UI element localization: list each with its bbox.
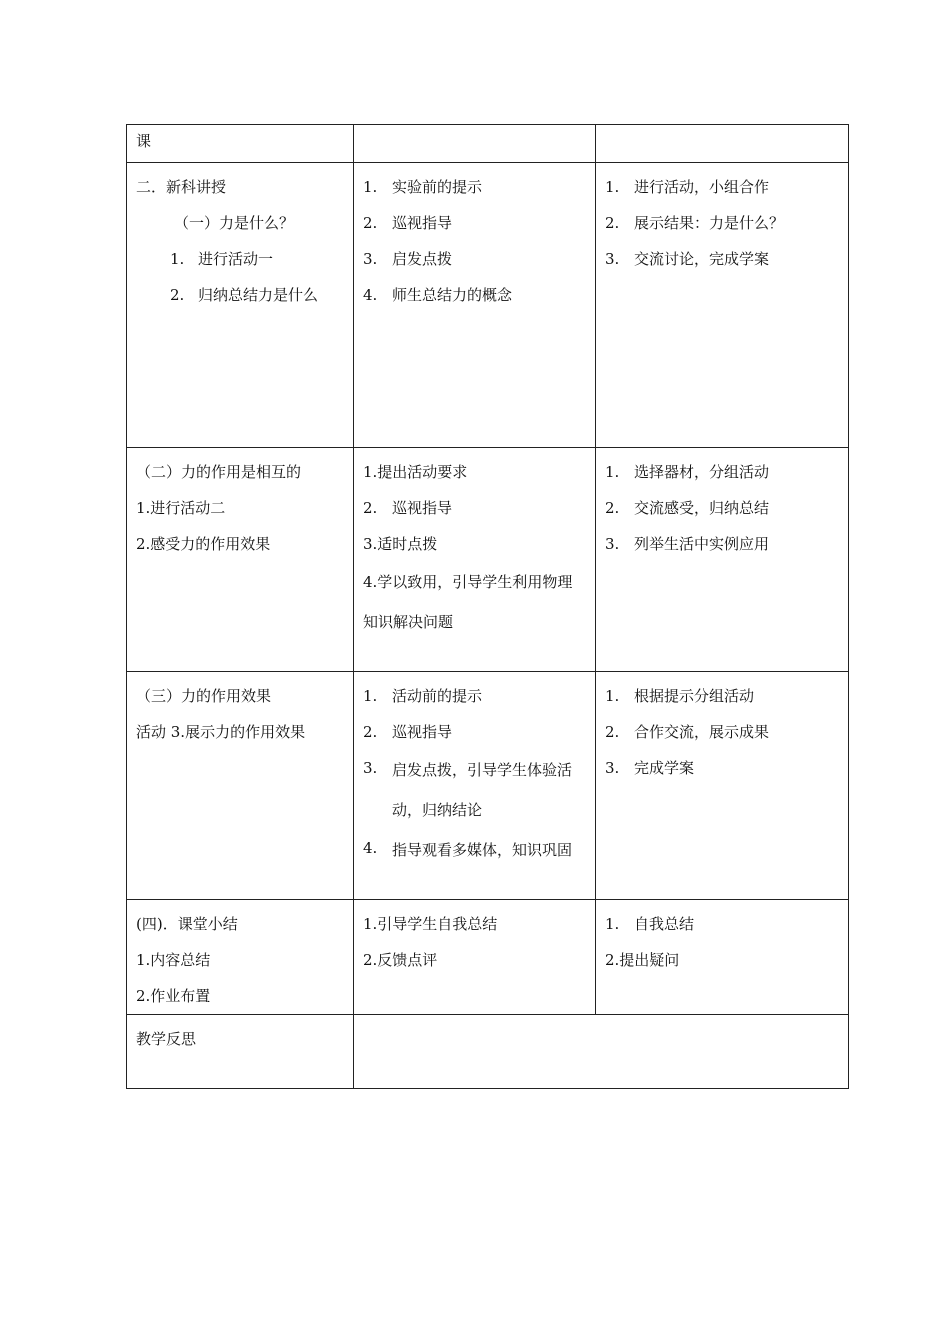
list-item: 2.作业布置 [136, 987, 211, 1005]
table-cell [127, 448, 354, 672]
table-row [127, 448, 849, 672]
item-text: 指导观看多媒体，知识巩固 [392, 841, 573, 859]
list-item [363, 830, 587, 870]
table-row [127, 125, 849, 163]
item-text: 师生总结力的概念 [392, 286, 513, 304]
subsection-heading: (四)．课堂小结 [136, 915, 238, 933]
item-number: 1. [605, 915, 620, 933]
list-item [605, 678, 840, 714]
list-item [363, 714, 587, 750]
item-number: 1. [605, 687, 620, 705]
item-text: 启发点拨，引导学生体验活动，归纳结论 [392, 761, 573, 819]
list-item [605, 526, 840, 562]
list-item: 3.适时点拨 [363, 535, 438, 553]
table-cell [354, 163, 596, 448]
table-cell [354, 900, 596, 1015]
item-number: 2. [170, 286, 185, 304]
table-cell [354, 672, 596, 900]
list-item [363, 490, 587, 526]
item-number: 1. [605, 463, 620, 481]
list-item [136, 241, 345, 277]
subsection-heading: （二）力的作用是相互的 [136, 463, 302, 481]
item-text: 完成学案 [634, 759, 695, 777]
table-cell [127, 1015, 354, 1089]
reflection-label: 教学反思 [136, 1030, 197, 1048]
table-cell [596, 163, 849, 448]
list-item [605, 906, 840, 942]
table-cell [354, 125, 596, 163]
list-item [136, 277, 345, 313]
item-text: 展示结果：力是什么？ [634, 214, 785, 232]
subsection-heading: （三）力的作用效果 [136, 687, 272, 705]
item-number: 4. [363, 286, 378, 304]
item-number: 4. [363, 839, 378, 857]
list-item [363, 277, 587, 313]
item-text: 自我总结 [634, 915, 695, 933]
item-number: 1. [363, 687, 378, 705]
table-cell [596, 900, 849, 1015]
subsection-heading: （一）力是什么？ [174, 214, 295, 232]
list-item [363, 241, 587, 277]
list-item [363, 750, 587, 830]
item-number: 3. [363, 250, 378, 268]
item-text: 巡视指导 [392, 499, 453, 517]
item-text: 交流讨论，完成学案 [634, 250, 770, 268]
item-text: 巡视指导 [392, 214, 453, 232]
table-cell [596, 448, 849, 672]
item-text: 进行活动一 [198, 250, 274, 268]
lesson-plan-table [126, 124, 849, 1089]
list-item [605, 490, 840, 526]
list-item [605, 750, 840, 786]
item-text: 交流感受，归纳总结 [634, 499, 770, 517]
table-row [127, 672, 849, 900]
item-number: 3. [605, 250, 620, 268]
item-text: 启发点拨 [392, 250, 453, 268]
item-text: 巡视指导 [392, 723, 453, 741]
item-text: 根据提示分组活动 [634, 687, 755, 705]
item-text: 进行活动，小组合作 [634, 178, 770, 196]
table-cell [354, 448, 596, 672]
item-number: 2. [605, 214, 620, 232]
table-row [127, 900, 849, 1015]
item-number: 2. [363, 499, 378, 517]
item-number: 1. [605, 178, 620, 196]
item-text: 归纳总结力是什么 [198, 286, 319, 304]
item-text: 合作交流，展示成果 [634, 723, 770, 741]
table-cell [354, 1015, 849, 1089]
table-cell [596, 672, 849, 900]
table-cell [596, 125, 849, 163]
list-item [605, 454, 840, 490]
item-text: 选择器材，分组活动 [634, 463, 770, 481]
table-cell [127, 163, 354, 448]
list-item [605, 169, 840, 205]
list-item [363, 169, 587, 205]
item-number: 2. [605, 723, 620, 741]
table-row [127, 163, 849, 448]
item-text: 列举生活中实例应用 [634, 535, 770, 553]
list-item: 2.提出疑问 [605, 951, 680, 969]
table-cell [127, 672, 354, 900]
item-number: 3. [605, 759, 620, 777]
list-item [363, 678, 587, 714]
list-item: 1.提出活动要求 [363, 463, 468, 481]
item-number: 2. [605, 499, 620, 517]
list-item: 活动 3.展示力的作用效果 [136, 723, 306, 741]
list-item [363, 205, 587, 241]
list-item [605, 241, 840, 277]
section-heading: 二．新科讲授 [136, 178, 227, 196]
list-item: 1.进行活动二 [136, 499, 226, 517]
item-number: 3. [363, 759, 378, 777]
table-cell [127, 125, 354, 163]
item-text: 活动前的提示 [392, 687, 483, 705]
item-number: 2. [363, 723, 378, 741]
item-text: 实验前的提示 [392, 178, 483, 196]
item-number: 2. [363, 214, 378, 232]
item-number: 1. [170, 250, 185, 268]
cell-text: 课 [136, 132, 152, 150]
item-number: 1. [363, 178, 378, 196]
table-cell [127, 900, 354, 1015]
table-row [127, 1015, 849, 1089]
list-item: 1.内容总结 [136, 951, 211, 969]
list-item: 2.反馈点评 [363, 951, 438, 969]
list-item: 4.学以致用，引导学生利用物理知识解决问题 [363, 573, 573, 631]
list-item: 2.感受力的作用效果 [136, 535, 271, 553]
item-number: 3. [605, 535, 620, 553]
list-item [605, 205, 840, 241]
list-item [605, 714, 840, 750]
list-item: 1.引导学生自我总结 [363, 915, 498, 933]
